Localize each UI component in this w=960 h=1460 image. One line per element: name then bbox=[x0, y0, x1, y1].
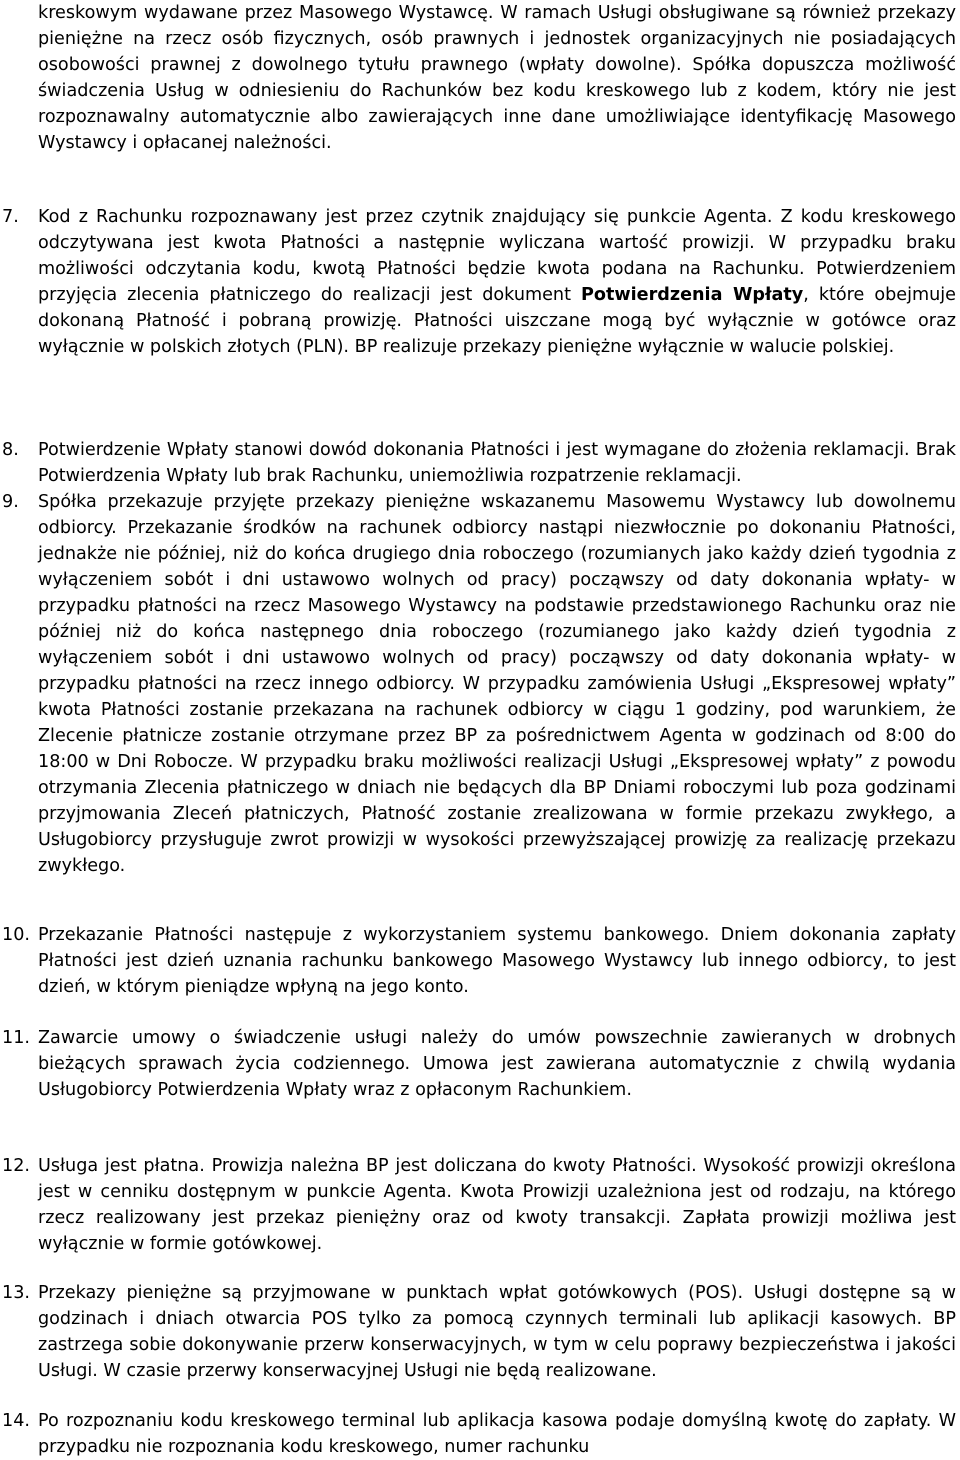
item-number: 10. bbox=[2, 925, 30, 945]
paragraph-continued bbox=[38, 0, 956, 156]
paragraph-text: Zawarcie umowy o świadczenie usługi należy do umów powszechnie zawieranych w drobnych bieżących sprawach życia codziennego. Umowa jest zawierana automatycznie z chwilą wydania Usługobiorcy Potwierdzenia Wpłaty wraz z opłaconym Rachunkiem. bbox=[38, 1028, 956, 1100]
paragraph-text: Spółka przekazuje przyjęte przekazy pieniężne wskazanemu Masowemu Wystawcy lub dowolnemu odbiorcy. Przekazanie środków na rachunek odbiorcy nastąpi niezwłocznie po dokonaniu Płatności, jednakże nie później, niż do końca drugiego dnia roboczego (rozumianych jako każdy dzień tygodnia z wyłączeniem sobót i dni ustawowo wolnych od pracy) począwszy od daty dokonania wpłaty- w przypadku płatności na rzecz Masowego Wystawcy na podstawie przedstawionego Rachunku oraz nie później niż do końca następnego dnia roboczego (rozumianego jako każdy dzień tygodnia z wyłączeniem sobót i dni ustawowo wolnych od pracy) począwszy od daty dokonania wpłaty- w przypadku płatności na rzecz innego odbiorcy. W przypadku zamówienia Usługi „Ekspresowej wpłaty” kwota Płatności zostanie przekazana na rachunek odbiorcy w ciągu 1 godziny, pod warunkiem, że Zlecenie płatnicze zostanie otrzymane przez BP za pośrednictwem Agenta w godzinach od 8:00 do 18:00 w Dni Robocze. W przypadku braku możliwości realizacji Usługi „Ekspresowej wpłaty” z powodu otrzymania Zlecenia płatniczego w dniach nie będących dla BP Dniami roboczymi lub poza godzinami przyjmowania Zleceń płatniczych, Płatność zostanie zrealizowana w formie przekazu zwykłego, a Usługobiorcy przysługuje zwrot prowizji w wysokości przewyższającej prowizję za realizację przekazu zwykłego. bbox=[38, 492, 956, 876]
item-number: 8. bbox=[2, 440, 19, 460]
list-item-9 bbox=[38, 489, 956, 879]
paragraph-text: Po rozpoznaniu kodu kreskowego terminal lub aplikacja kasowa podaje domyślną kwotę do zapłaty. W przypadku nie rozpoznania kodu kreskowego, numer rachunku bbox=[38, 1411, 956, 1457]
list-item-10 bbox=[38, 922, 956, 1000]
paragraph-text: Przekazanie Płatności następuje z wykorzystaniem systemu bankowego. Dniem dokonania zapłaty Płatności jest dzień uznania rachunku bankowego Masowego Wystawcy lub innego odbiorcy, to jest dzień, w którym pieniądze wpłyną na jego konto. bbox=[38, 925, 956, 997]
bold-term: Potwierdzenia Wpłaty bbox=[580, 285, 804, 305]
item-number: 14. bbox=[2, 1411, 30, 1431]
list-item-12 bbox=[38, 1153, 956, 1257]
paragraph-text: Potwierdzenie Wpłaty stanowi dowód dokonania Płatności i jest wymagane do złożenia reklamacji. Brak Potwierdzenia Wpłaty lub brak Rachunku, uniemożliwia rozpatrzenie reklamacji. bbox=[38, 440, 956, 486]
item-number: 7. bbox=[2, 207, 19, 227]
item-number: 11. bbox=[2, 1028, 30, 1048]
paragraph-text: Przekazy pieniężne są przyjmowane w punktach wpłat gotówkowych (POS). Usługi dostępne są w godzinach i dniach otwarcia POS tylko za pomocą czynnych terminali lub aplikacji kasowych. BP zastrzega sobie dokonywanie przerw konserwacyjnych, w tym w celu poprawy bezpieczeństwa i jakości Usługi. W czasie przerwy konserwacyjnej Usługi nie będą realizowane. bbox=[38, 1283, 956, 1381]
list-item-8 bbox=[38, 437, 956, 489]
list-item-7 bbox=[38, 204, 956, 360]
item-number: 13. bbox=[2, 1283, 30, 1303]
paragraph-text: Usługa jest płatna. Prowizja należna BP jest doliczana do kwoty Płatności. Wysokość prowizji określona jest w cenniku dostępnym w punkcie Agenta. Kwota Prowizji uzależniona jest od rodzaju, na którego rzecz realizowany jest przekaz pieniężny oraz od kwoty transakcji. Zapłata prowizji możliwa jest wyłącznie w formie gotówkowej. bbox=[38, 1156, 956, 1254]
paragraph-text: , które obejmuje dokonaną Płatność i pobraną prowizję. Płatności uiszczane mogą być wyłącznie w gotówce oraz wyłącznie w polskich złotych (PLN). BP realizuje przekazy pieniężne wyłącznie w walucie polskiej. bbox=[38, 285, 956, 357]
list-item-11 bbox=[38, 1025, 956, 1103]
item-number: 12. bbox=[2, 1156, 30, 1176]
list-item-14 bbox=[38, 1408, 956, 1460]
list-item-13 bbox=[38, 1280, 956, 1384]
item-number: 9. bbox=[2, 492, 19, 512]
paragraph-text: kreskowym wydawane przez Masowego Wystawcę. W ramach Usługi obsługiwane są również przekazy pieniężne na rzecz osób fizycznych, osób prawnych i jednostek organizacyjnych nie posiadających osobowości prawnej z dowolnego tytułu prawnego (wpłaty dowolne). Spółka dopuszcza możliwość świadczenia Usług w odniesieniu do Rachunków bez kodu kreskowego lub z kodem, który nie jest rozpoznawalny automatycznie albo zawierających inne dane umożliwiające identyfikację Masowego Wystawcy i opłacanej należności. bbox=[38, 3, 956, 153]
paragraph-text: Kod z Rachunku rozpoznawany jest przez czytnik znajdujący się punkcie Agenta. Z kodu kreskowego odczytywana jest kwota Płatności a następnie wyliczana wartość prowizji. W przypadku braku możliwości odczytania kodu, kwotą Płatności będzie kwota podana na Rachunku. Potwierdzeniem przyjęcia zlecenia płatniczego do realizacji jest dokument bbox=[38, 207, 956, 305]
